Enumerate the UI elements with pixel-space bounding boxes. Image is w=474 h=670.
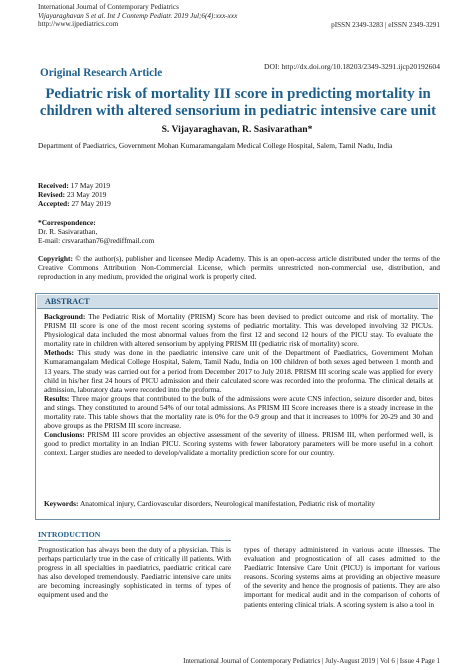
doi-link[interactable]: DOI: http://dx.doi.org/10.18203/2349-3291.ijcp20192604 (264, 62, 440, 71)
author-list: S. Vijayaraghavan, R. Sasivarathan* (161, 124, 313, 135)
correspondence-name: Dr. R. Sasivarathan, (38, 227, 98, 237)
abstract-results: Results: Three major groups that contributed to the bulk of the admissions were acute CNS infection, seizure disorder and, bites and stings. They constituted to around 54% of our total admissions. As PRISM III Score increases there is a steady increase in the mortality rate. This table shows that the mortality rate is 0% for the 0-9 group and that it increases to 100% for 20-29 and 30 and above groups as the PRISM III score increase. (44, 393, 433, 431)
accepted-date: Accepted: 27 May 2019 (38, 199, 111, 209)
page-footer: International Journal of Contemporary Pediatrics | July-August 2019 | Vol 6 | Issue 4 Page 1 (183, 657, 440, 665)
paper-title: Pediatric risk of mortality III score in predicting mortality in children with altered sensorium in pediatric intensive care unit (39, 86, 437, 119)
revised-date: Revised: 23 May 2019 (38, 190, 107, 200)
citation-line: Vijayaraghavan S et al. Int J Contemp Pediatr. 2019 Jul;6(4):xxx-xxx (38, 11, 238, 20)
received-date: Received: 17 May 2019 (38, 181, 111, 190)
journal-url[interactable]: http://www.ijpediatrics.com (38, 20, 119, 29)
section-divider (38, 540, 231, 541)
intro-right-column: types of therapy administered in various acute illnesses. The evaluation and prognostication of all cases admitted to the Paediatric Intensive Care Unit (PICU) is important for various reasons. Scoring systems aims at providing an objective measure of the severity and hence the prognosis of patients. They are also important for medical audit and in the comparison of cohorts of patients entering clinical trials. A scoring system is also a tool in (244, 545, 440, 609)
abstract-methods: Methods: This study was done in the paediatric intensive care unit of the Department of Paediatrics, Government Mohan Kumaramangalam Medical College Hospital, Salem, Tamil Nadu, India on 100 children of both sexes aged between 1 month and 13 years. The study was carried out for a period from December 2017 to July 2018. PRISM III scoring scale was applied for every child in his/her first 24 hours of PICU admission and their calculated score was recorded into the proforma. The clinical details at admission, laboratory data were recorded into the proforma. (44, 348, 433, 394)
correspondence-email[interactable]: E-mail: crsvarathan76@rediffmail.com (38, 236, 155, 246)
intro-left-column: Prognostication has always been the duty of a physician. This is perhaps particularly true in the case of critically ill patients. With progress in all specialties in paediatrics, paediatric critical care has also developed tremendously. Paediatric intensive care units are becoming increasingly sophisticated in terms of types of equipment used and the (38, 545, 231, 600)
journal-name: International Journal of Contemporary Pediatrics (38, 3, 179, 11)
article-type: Original Research Article (40, 67, 163, 79)
abstract-background: Background: The Pediatric Risk of Mortality (PRISM) Score has been devised to predict outcome and risk of mortality. The PRISM III score is one of the most recent scoring systems of pediatric mortality. This was developed involving 32 PICUs. Physiological data included the most abnormal values from the first 12 and second 12 hours of the PICU stay. To evaluate the mortality rate in children with altered sensorium by applying PRISM III (pediatric risk of mortality) score. (44, 312, 433, 349)
journal-header (38, 3, 237, 29)
introduction-heading: INTRODUCTION (38, 530, 101, 539)
keywords: Keywords: Anatomical injury, Cardiovascular disorders, Neurological manifestation, Pediatric risk of mortality (44, 499, 376, 508)
issn-line: pISSN 2349-3283 | eISSN 2349-3291 (331, 21, 440, 29)
affiliation: Department of Paediatrics, Government Mohan Kumaramangalam Medical College Hospital, Salem, Tamil Nadu, India (38, 141, 393, 150)
abstract-box (35, 293, 440, 520)
copyright-notice: Copyright: © the author(s), publisher and licensee Medip Academy. This is an open-access article distributed under the terms of the Creative Commons Attribution Non-Commercial License, which permits unrestricted non-commercial use, distribution, and reproduction in any medium, provided the original work is properly cited. (38, 254, 440, 282)
article-dates (38, 181, 111, 208)
correspondence-label: *Correspondence: (38, 218, 96, 227)
abstract-conclusions: Conclusions: PRISM III score provides an objective assessment of the severity of illness. PRISM III, when performed well, is good to predict mortality in an Indian PICU. Scoring systems with fewer laboratory parameters will be more useful in a cohort context. Larger studies are needed to develop/validate a mortality prediction score for our country. (44, 430, 433, 458)
correspondence (38, 218, 154, 245)
abstract-heading: ABSTRACT (37, 295, 438, 309)
abstract-body (44, 312, 433, 458)
